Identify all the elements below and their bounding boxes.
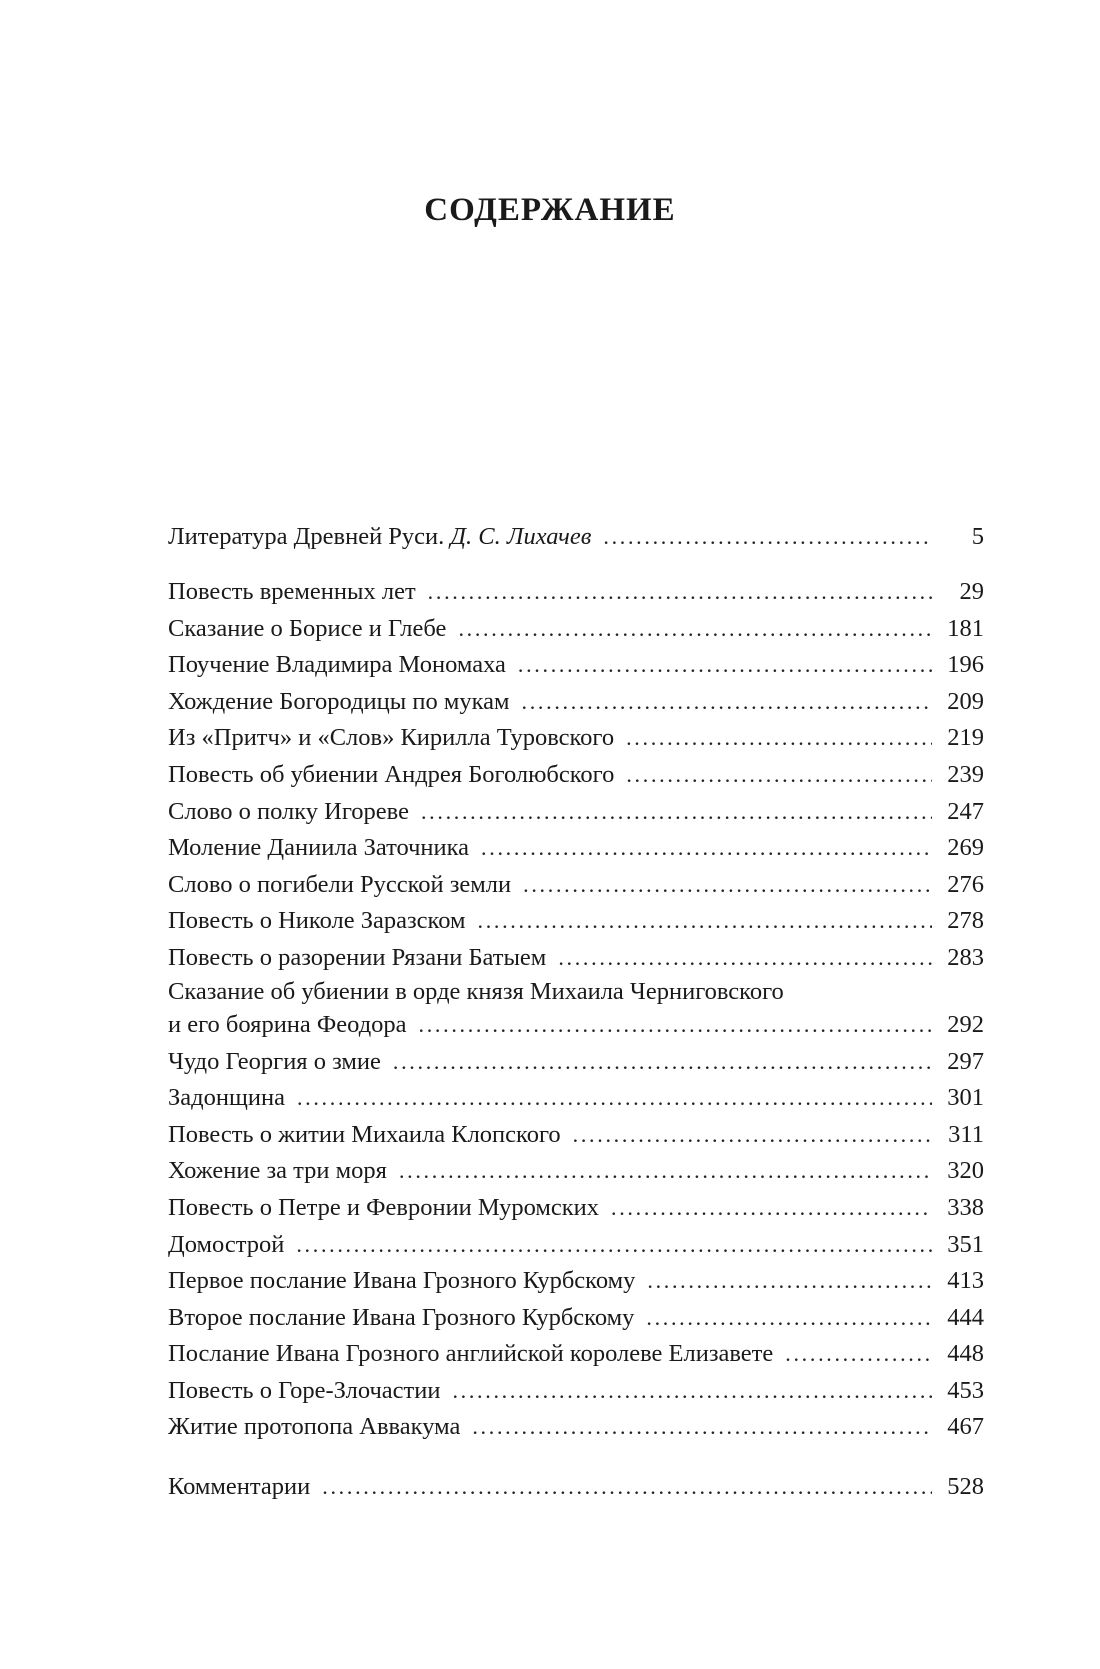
toc-entry-title: Из «Притч» и «Слов» Кирилла Туровского bbox=[168, 724, 615, 752]
toc-entry bbox=[168, 830, 984, 867]
toc-entry bbox=[168, 647, 984, 684]
toc-entry-title: Поучение Владимира Мономаха bbox=[168, 651, 506, 679]
toc-entry-title: Повесть временных лет bbox=[168, 578, 416, 605]
toc-page-number: 292 bbox=[947, 1010, 984, 1038]
toc-entry-title: Первое послание Ивана Грозного Курбскому bbox=[168, 1267, 636, 1295]
dot-leader bbox=[296, 1227, 932, 1264]
toc-page-number: 320 bbox=[947, 1157, 984, 1185]
toc-entry-title: Повесть о разорении Рязани Батыем bbox=[168, 943, 547, 971]
toc-page-number: 444 bbox=[947, 1303, 984, 1331]
toc-entry bbox=[168, 1153, 984, 1190]
dot-leader bbox=[573, 1117, 932, 1154]
toc-entry-title: Житие протопопа Аввакума bbox=[168, 1413, 461, 1441]
toc-entry bbox=[168, 1044, 984, 1081]
dot-leader bbox=[626, 720, 932, 757]
toc-entry-title: Комментарии bbox=[168, 1473, 311, 1500]
toc-entry bbox=[168, 1190, 984, 1227]
toc-entry-title: Задонщина bbox=[168, 1084, 285, 1112]
toc-intro bbox=[168, 519, 984, 556]
toc-comments bbox=[168, 1469, 984, 1506]
toc-entry bbox=[168, 720, 984, 757]
toc-entry-title: Слово о полку Игореве bbox=[168, 797, 409, 825]
toc-page-number: 301 bbox=[947, 1084, 984, 1112]
toc-main bbox=[168, 574, 984, 1446]
toc-entry-title-line2: и его боярина Феодора bbox=[168, 1010, 407, 1038]
toc-entry bbox=[168, 519, 984, 556]
toc-page-number: 278 bbox=[947, 907, 984, 935]
toc-entry-title: Повесть об убиении Андрея Боголюбского bbox=[168, 760, 615, 788]
toc-entry-author: Д. С. Лихачев bbox=[450, 523, 592, 550]
dot-leader bbox=[428, 574, 932, 611]
dot-leader bbox=[522, 684, 932, 721]
dot-leader bbox=[646, 1300, 932, 1337]
toc-entry bbox=[168, 867, 984, 904]
toc-page-number: 209 bbox=[947, 687, 984, 715]
dot-leader bbox=[603, 519, 932, 556]
toc-entry bbox=[168, 1336, 984, 1373]
toc-entry-title: Повесть о Петре и Февронии Муромских bbox=[168, 1193, 600, 1221]
toc-page-number: 338 bbox=[947, 1193, 984, 1221]
toc-entry-title: Повесть о Николе Заразском bbox=[168, 907, 466, 935]
dot-leader bbox=[481, 830, 932, 867]
toc-entry bbox=[168, 940, 984, 977]
toc-page-number: 453 bbox=[947, 1376, 984, 1404]
page-title: СОДЕРЖАНИЕ bbox=[424, 192, 676, 229]
dot-leader bbox=[647, 1263, 932, 1300]
toc-entry-title-line1: Сказание об убиении в орде князя Михаила Черниговского bbox=[168, 977, 784, 1005]
toc-page-number: 269 bbox=[947, 834, 984, 862]
toc-entry bbox=[168, 977, 984, 1044]
toc-entry-title: Повесть о житии Михаила Клопского bbox=[168, 1120, 561, 1148]
toc-page-number: 297 bbox=[947, 1047, 984, 1075]
dot-leader bbox=[322, 1469, 932, 1506]
toc-page-number: 351 bbox=[947, 1230, 984, 1258]
toc-entry bbox=[168, 1263, 984, 1300]
toc-page-number: 413 bbox=[947, 1267, 984, 1295]
dot-leader bbox=[458, 611, 932, 648]
dot-leader bbox=[399, 1153, 932, 1190]
toc-page-number: 181 bbox=[947, 614, 984, 642]
dot-leader bbox=[421, 794, 932, 831]
toc-page-number: 196 bbox=[947, 651, 984, 679]
toc-entry-title: Чудо Георгия о змие bbox=[168, 1047, 381, 1075]
toc-entry bbox=[168, 903, 984, 940]
toc-page-number: 247 bbox=[947, 797, 984, 825]
dot-leader bbox=[419, 1007, 932, 1043]
dot-leader bbox=[452, 1373, 932, 1410]
toc-page-number: 467 bbox=[947, 1413, 984, 1441]
dot-leader bbox=[785, 1336, 932, 1373]
toc-entry bbox=[168, 1300, 984, 1337]
toc-entry bbox=[168, 611, 984, 648]
toc-entry-title: Повесть о Горе-Злочастии bbox=[168, 1376, 441, 1404]
toc-page-number: 219 bbox=[947, 724, 984, 752]
toc-page-number: 283 bbox=[947, 943, 984, 971]
toc-entry bbox=[168, 1409, 984, 1446]
toc-entry-title: Хожение за три моря bbox=[168, 1157, 387, 1185]
dot-leader bbox=[626, 757, 932, 794]
toc-entry bbox=[168, 1080, 984, 1117]
toc-entry bbox=[168, 1469, 984, 1506]
toc-entry bbox=[168, 574, 984, 611]
toc-page-number: 311 bbox=[948, 1120, 984, 1148]
toc-page-number: 528 bbox=[947, 1473, 984, 1500]
toc-entry bbox=[168, 757, 984, 794]
dot-leader bbox=[558, 940, 932, 977]
toc-entry bbox=[168, 794, 984, 831]
toc-page-number: 448 bbox=[947, 1340, 984, 1368]
toc-entry-title: Моление Даниила Заточника bbox=[168, 834, 470, 862]
toc-page-number: 29 bbox=[959, 578, 984, 605]
dot-leader bbox=[478, 903, 933, 940]
dot-leader bbox=[523, 867, 932, 904]
toc-entry bbox=[168, 684, 984, 721]
toc-page-number: 239 bbox=[947, 760, 984, 788]
toc-entry-title: Слово о погибели Русской земли bbox=[168, 870, 512, 898]
toc-entry-title: Литература Древней Руси. Д. С. Лихачев bbox=[168, 523, 592, 550]
dot-leader bbox=[472, 1409, 932, 1446]
toc-entry bbox=[168, 1373, 984, 1410]
toc-page-number: 5 bbox=[971, 523, 984, 550]
dot-leader bbox=[393, 1044, 932, 1081]
dot-leader bbox=[297, 1080, 932, 1117]
toc-entry-title: Второе послание Ивана Грозного Курбскому bbox=[168, 1303, 635, 1331]
toc-entry bbox=[168, 1227, 984, 1264]
toc-entry-title: Послание Ивана Грозного английской королеве Елизавете bbox=[168, 1340, 774, 1368]
toc-entry-title: Домострой bbox=[168, 1230, 285, 1258]
dot-leader bbox=[518, 647, 932, 684]
toc-entry bbox=[168, 1117, 984, 1154]
toc-entry-title: Сказание о Борисе и Глебе bbox=[168, 614, 447, 642]
toc-entry-title: Хождение Богородицы по мукам bbox=[168, 687, 510, 715]
toc-page-number: 276 bbox=[947, 870, 984, 898]
dot-leader bbox=[611, 1190, 932, 1227]
